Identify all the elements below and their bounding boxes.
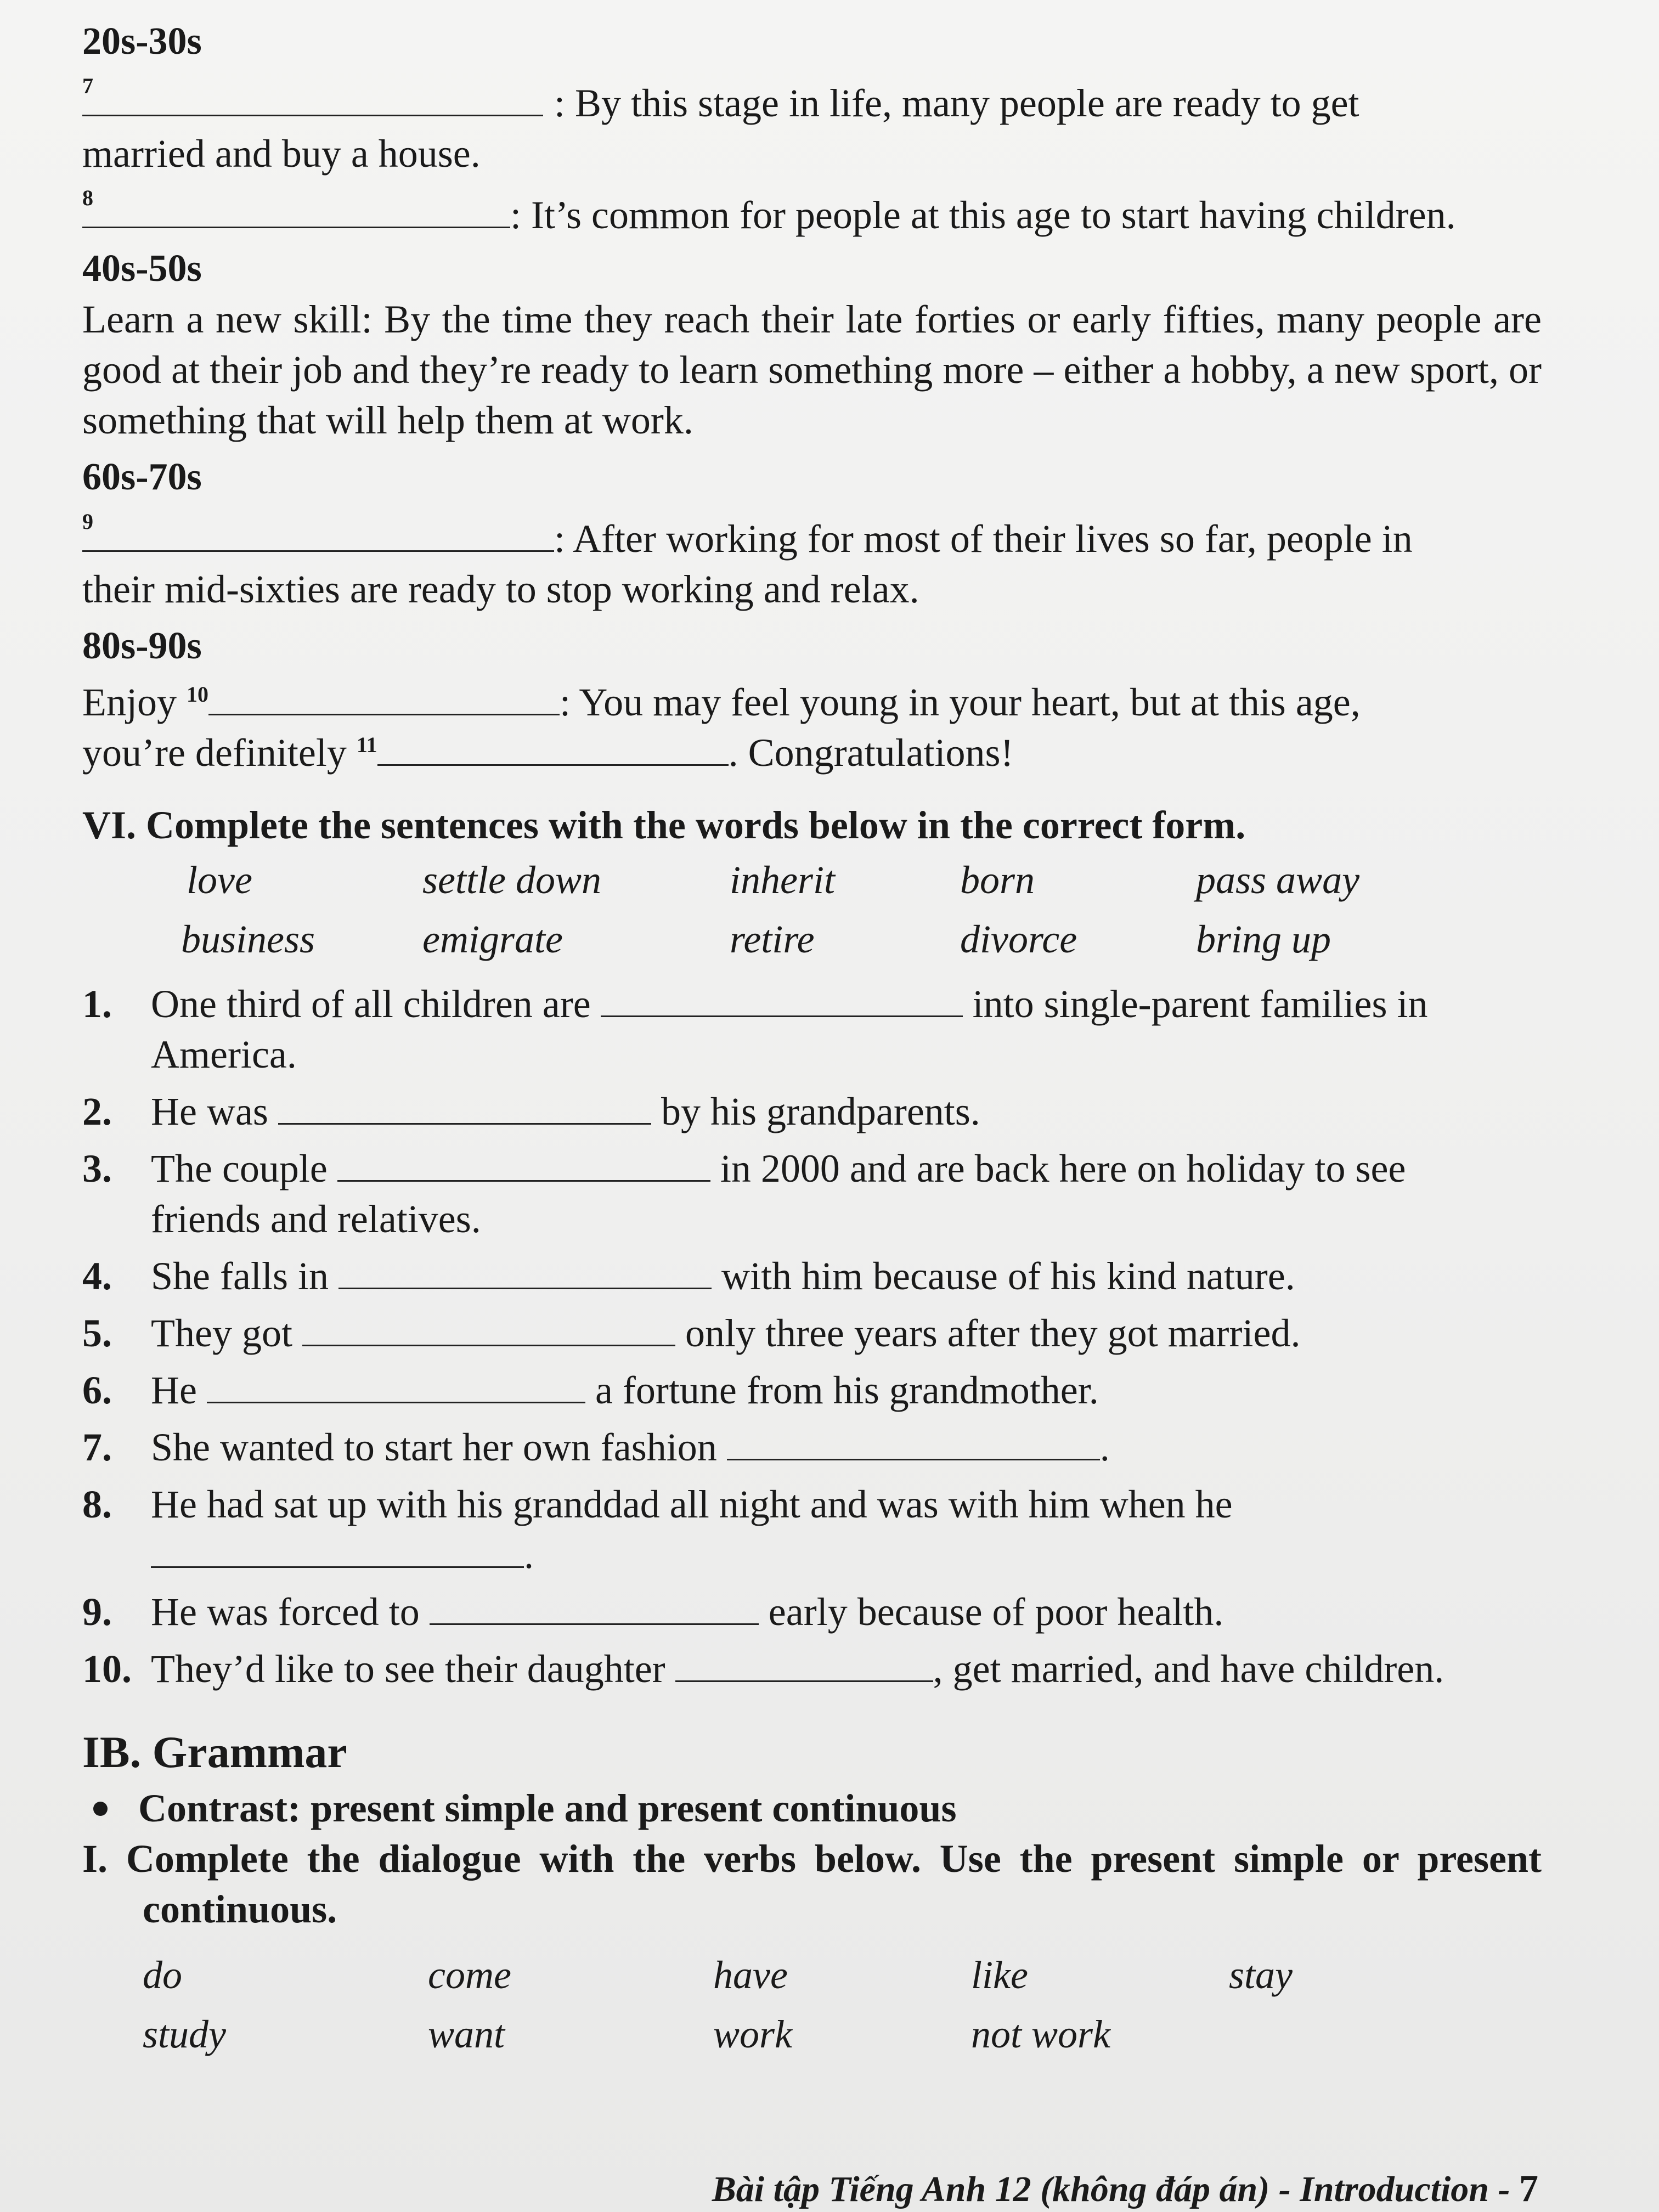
word-box-item: do [143,1953,182,1997]
word-box-item: not work [971,2012,1111,2056]
item-text: She falls in [151,1254,329,1298]
item-text: He was [151,1090,268,1133]
item-number: 4. [82,1254,112,1298]
word-box-vi [181,850,1542,969]
list-item [82,1251,1542,1301]
gap-number-11: 11 [356,732,377,757]
item-text: by his grandparents. [661,1090,980,1133]
item-number: 3. [82,1147,112,1190]
gap-11-line [82,727,1542,778]
list-item [82,1143,1542,1244]
heading-40s-50s: 40s-50s [82,247,202,290]
word-box-item: have [713,1953,788,1997]
gap-number-7: 7 [82,74,93,98]
word-box-item: business [181,917,315,961]
item-number: 9. [82,1590,112,1634]
exercise-vi-list [82,979,1542,1694]
item-text: into single-parent families in [972,982,1428,1026]
heading-60s-70s: 60s-70s [82,456,202,498]
item-text: , get married, and have children. [933,1647,1444,1691]
item-text: with him because of his kind nature. [721,1254,1295,1298]
answer-blank[interactable] [302,1312,675,1346]
answer-blank[interactable] [727,1426,1100,1460]
gap-10-text: : You may feel young in your heart, but at this age, [559,680,1361,724]
item-text: He [151,1368,197,1412]
page-content [82,16,1542,2064]
congratulations-text: . Congratulations! [728,731,1014,775]
item-number: 7. [82,1425,112,1469]
list-item [82,1086,1542,1137]
answer-blank[interactable] [151,1533,524,1568]
word-box-item: inherit [730,858,835,902]
item-text: a fortune from his grandmother. [595,1368,1099,1412]
item-text: in 2000 and are back here on holiday to see [720,1147,1406,1190]
item-text: One third of all children are [151,982,591,1026]
page-footer [712,2167,1538,2211]
grammar-bullet-text: Contrast: present simple and present continuous [138,1786,957,1830]
word-box-item: stay [1229,1953,1293,1997]
list-item [82,1644,1542,1694]
word-box-item: come [428,1953,511,1997]
gap-number-8: 8 [82,185,93,210]
gap-number-9: 9 [82,509,93,534]
definitely-word: you’re definitely [82,731,347,775]
gap-8-line [82,190,1542,240]
answer-blank[interactable] [601,983,963,1017]
item-text: She wanted to start her own fashion [151,1425,717,1469]
item-text: only three years after they got married. [685,1311,1301,1355]
item-text: . [1099,1425,1110,1469]
answer-blank[interactable] [338,1255,712,1289]
list-item [82,1308,1542,1358]
footer-text: Bài tập Tiếng Anh 12 (không đáp án) - Introduction - [712,2169,1519,2209]
item-text: He had sat up with his granddad all night and was with him when he [151,1482,1233,1526]
word-box-item: work [713,2012,792,2056]
word-box-item: born [960,858,1035,902]
item-text: The couple [151,1147,328,1190]
gap-9-text: : After working for most of their lives so far, people in [554,517,1413,561]
gap-9-continuation: their mid-sixties are ready to stop working and relax. [82,567,919,611]
item-text: . [524,1533,534,1577]
item-number: 10. [82,1647,132,1691]
blank-10[interactable] [208,681,560,715]
gap-8-text: : It’s common for people at this age to start having children. [510,193,1456,237]
blank-9[interactable] [82,517,554,552]
gap-7-continuation: married and buy a house. [82,132,481,176]
item-number: 8. [82,1482,112,1526]
word-box-item: want [428,2012,505,2056]
list-item [82,1365,1542,1415]
word-box-grammar [143,1945,1542,2064]
grammar-bullet [82,1783,1542,1833]
word-box-item: divorce [960,917,1077,961]
answer-blank[interactable] [278,1090,651,1125]
heading-80s-90s: 80s-90s [82,625,202,667]
item-text: They’d like to see their daughter [151,1647,665,1691]
word-box-item: love [187,858,252,902]
list-item [82,1422,1542,1472]
item-text: early because of poor health. [768,1590,1224,1634]
page-number: 7 [1519,2168,1538,2210]
word-box-item: retire [730,917,815,961]
blank-8[interactable] [82,194,510,228]
answer-blank[interactable] [675,1647,933,1682]
exercise-vi-title: VI. Complete the sentences with the words below in the correct form. [82,803,1246,847]
list-item [82,1479,1542,1580]
word-box-item: emigrate [422,917,563,961]
word-box-item [1229,2005,1503,2064]
list-item [82,1587,1542,1637]
grammar-task-title: I. Complete the dialogue with the verbs below. Use the present simple or present continuous. [82,1837,1542,1931]
word-box-item: bring up [1196,917,1331,961]
answer-blank[interactable] [207,1369,585,1403]
item-number: 2. [82,1090,112,1133]
blank-7[interactable] [82,82,543,116]
enjoy-word: Enjoy [82,680,177,724]
blank-11[interactable] [377,731,729,766]
gap-number-10: 10 [186,682,208,707]
item-text: He was forced to [151,1590,420,1634]
bullet-icon [93,1802,108,1816]
gap-9-line [82,514,1542,564]
heading-20s-30s: 20s-30s [82,20,202,63]
answer-blank[interactable] [337,1147,710,1182]
gap-7-line [82,78,1542,128]
item-text: friends and relatives. [151,1197,481,1241]
gap-7-text: : By this stage in life, many people are ready to get [554,81,1359,125]
item-text: They got [151,1311,292,1355]
item-number: 1. [82,982,112,1026]
item-number: 5. [82,1311,112,1355]
item-text: America. [151,1032,297,1076]
grammar-title: IB. Grammar [82,1727,347,1777]
answer-blank[interactable] [430,1590,759,1625]
item-number: 6. [82,1368,112,1412]
gap-10-line [82,677,1542,727]
word-box-item: settle down [422,858,601,902]
list-item [82,979,1542,1080]
word-box-item: pass away [1196,858,1360,902]
word-box-item: like [971,1953,1028,1997]
word-box-item: study [143,2012,226,2056]
text-40s-50s: Learn a new skill: By the time they reach their late forties or early fifties, many people are good at their job and they’re ready to learn something more – either a hobby, a new sport, or something that will help them at work. [82,297,1542,442]
